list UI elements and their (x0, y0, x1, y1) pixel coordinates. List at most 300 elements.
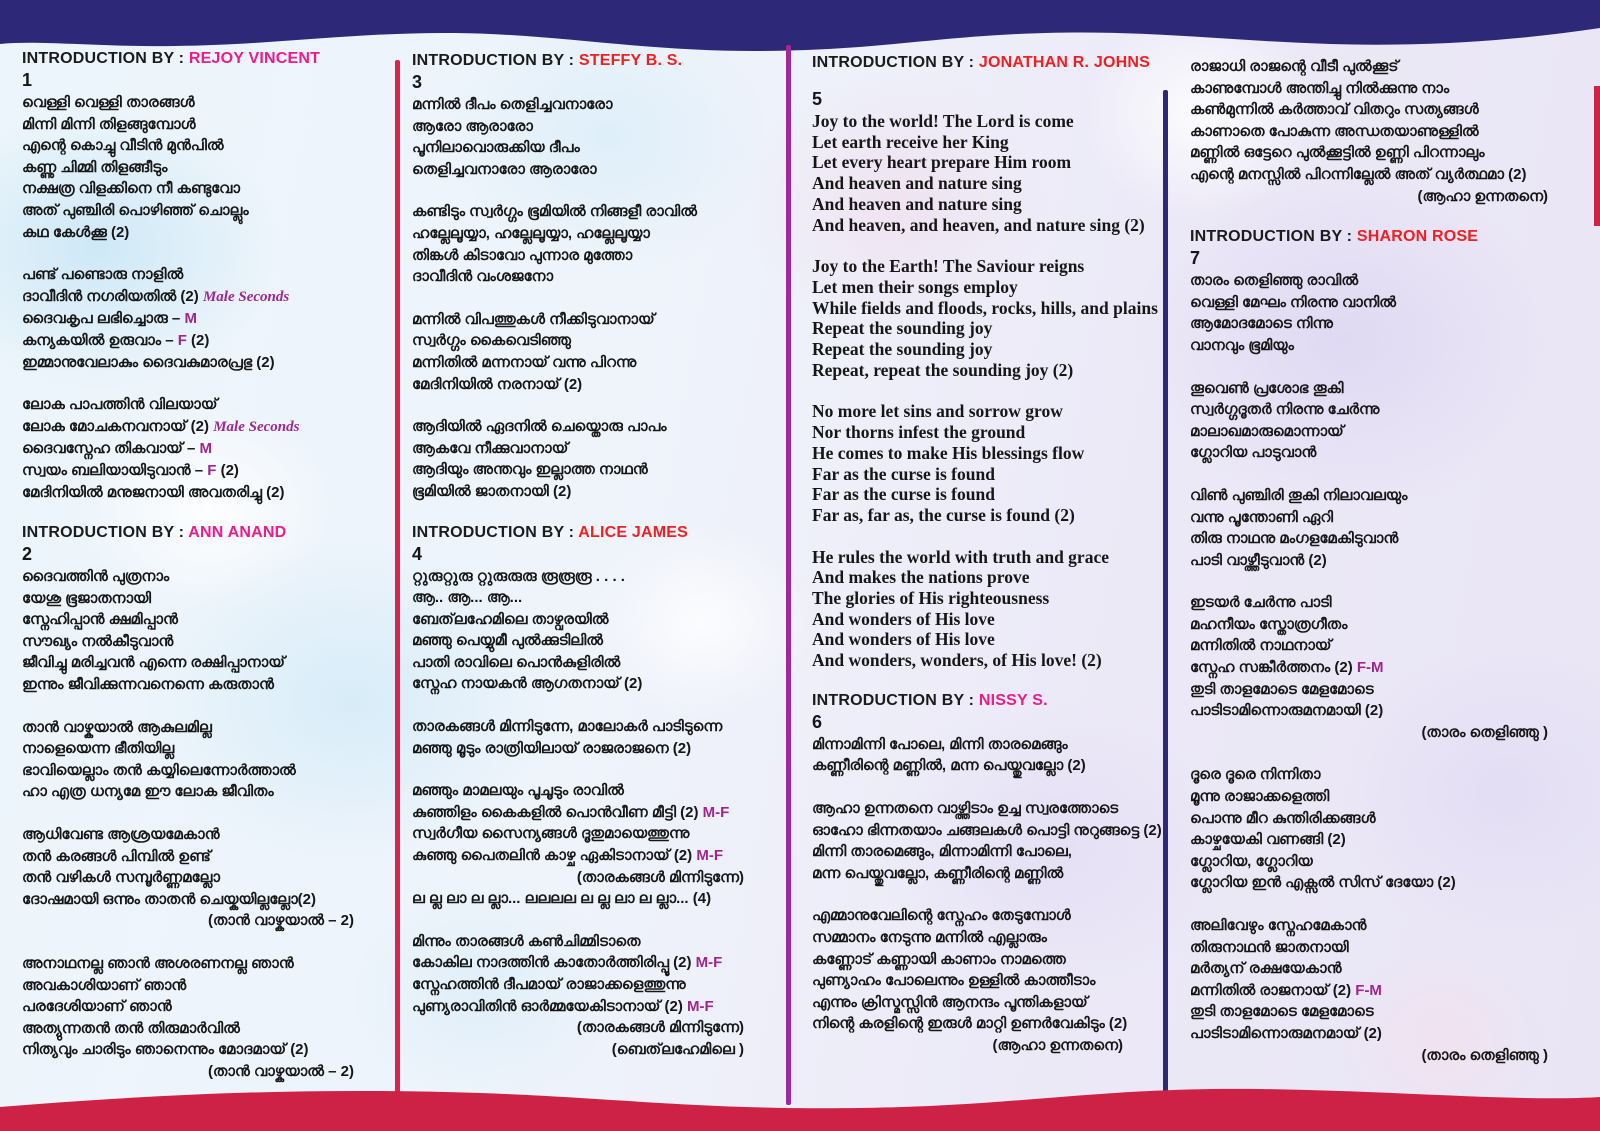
lyric-text: ലോക പാപത്തിൻ വിലയായ് (22, 396, 218, 414)
stanza (812, 798, 1162, 884)
lyric-line (1190, 270, 1582, 292)
voice-marker: M (184, 310, 197, 328)
lyric-text: വെള്ളി മേഘം നിരന്നു വാനിൽ (1190, 293, 1396, 311)
stanza (1190, 485, 1582, 571)
lyric-text: തിങ്കൾ കിടാവോ പുന്നാര മുത്തോ (412, 246, 633, 264)
lyric-text: കാണുമ്പോൾ അന്തിച്ചു നിൽക്കുന്നു നാം (1190, 79, 1450, 97)
lyric-text: മിന്നി മിന്നി തിളങ്ങുമ്പോൾ (22, 115, 196, 133)
lyric-text: സ്വർഗ്ഗം കൈവെടിഞ്ഞു (412, 332, 571, 350)
lyric-text: തൂവെൺ പ്രശോഭ തൂകി (1190, 379, 1344, 397)
lyric-text: (താരം തെളിഞ്ഞു ) (1421, 1046, 1548, 1064)
lyric-line (22, 222, 388, 244)
lyric-line (412, 309, 778, 331)
lyric-line (22, 92, 388, 114)
lyric-text: കാഴ്ചയേകി വണങ്ങി (2) (1190, 831, 1346, 849)
lyric-line (1190, 399, 1582, 421)
lyric-text: മേദിനിയിൽ നരനായ് (2) (412, 375, 583, 393)
lyric-line (812, 798, 1157, 820)
lyric-line (812, 1013, 1157, 1035)
lyric-text: Let every heart prepare Him room (812, 152, 1072, 173)
song-number: 2 (22, 544, 33, 565)
voice-marker: M-F (686, 997, 714, 1015)
lyric-text: And wonders of His love (812, 608, 995, 629)
lyric-text: Joy to the world! The Lord is come (812, 111, 1074, 131)
section-intro-header (22, 524, 388, 542)
lyrics-column-1 (22, 50, 388, 1104)
song-section (412, 524, 778, 1061)
lyric-text: മിന്നും താരങ്ങൾ കൺചിമ്മിടാതെ (412, 932, 641, 950)
lyric-text: ആമോദമോടെ നിന്നു (1190, 315, 1333, 333)
section-intro-header (812, 692, 1157, 710)
lyric-text: താൻ വാഴ്കയാൽ ആകുലമില്ല (22, 718, 212, 736)
lyric-text: മഹനീയം സ്തോത്രഗീതം (1190, 615, 1348, 633)
song-section (22, 50, 388, 503)
lyric-line (1190, 614, 1582, 636)
lyric-text: ഗ്ലോറിയ ഇൻ എക്സൽ സിസ് ദേയോ (2) (1190, 874, 1456, 892)
lyric-line (412, 673, 778, 695)
lyric-line (1190, 507, 1582, 529)
lyric-line (22, 460, 388, 482)
lyric-text: അത് പുഞ്ചിരി പൊഴിഞ്ഞ് ചൊല്ലും (22, 201, 249, 219)
lyric-line (812, 215, 1157, 236)
lyric-line (22, 264, 388, 286)
lyric-line (1190, 335, 1582, 357)
lyric-line (412, 330, 778, 352)
voice-marker: M (199, 440, 213, 458)
stanza (412, 566, 778, 696)
lyrics-column-2 (412, 52, 778, 1081)
lyric-text: ഗ്ലോറിയ പാടുവാൻ (1190, 444, 1317, 462)
lyric-text: വന്നു പൂന്തോണി ഏറി (1190, 508, 1333, 526)
lyric-line (812, 841, 1157, 863)
lyric-text: ല ല്ല ലാ ല ല്ലാ... ലലലല ല ല്ല ലാ ല ല്ലാ... (4) (412, 890, 712, 908)
lyric-line (812, 820, 1162, 842)
lyric-line (22, 352, 388, 374)
lyric-line (1190, 635, 1582, 657)
lyric-text: And heaven and nature sing (812, 193, 1022, 214)
lyric-line (812, 755, 1157, 777)
lyric-text: (2) (186, 331, 210, 349)
lyric-line (412, 716, 778, 738)
lyric-line (22, 200, 388, 222)
section-intro-header (412, 52, 778, 70)
lyric-text: മന്നിതിൽ മന്നനായ് വന്നു പിറന്നു (412, 353, 637, 371)
lyric-text: ദോഷമായി ഒന്നും താതൻ ചെയ്കയില്ലല്ലോ(2) (22, 890, 316, 908)
lyric-line (22, 482, 388, 504)
lyric-line (1190, 485, 1582, 507)
lyric-text: മന്നിതിൽ നാഥനായ് (1190, 637, 1332, 655)
lyric-text: സ്നേഹ സങ്കീർത്തനം (2) (1190, 659, 1357, 677)
lyric-text: പൂനിലാവൊരുക്കിയ ദീപം (412, 139, 580, 157)
lyric-text: സ്വർഗീയ സൈന്യങ്ങൾ ദൂതുമായെത്തുന്നു (412, 825, 690, 843)
lyric-line (812, 298, 1157, 319)
lyric-line (22, 846, 388, 868)
lyric-line (1190, 851, 1582, 873)
lyric-text: പുണ്യരാവിതിൻ ഓർമ്മയേകിടാനായ് (2) (412, 997, 687, 1015)
lyric-line (22, 416, 388, 439)
section-intro-header (812, 54, 1157, 72)
lyric-line (22, 674, 388, 696)
lyric-line (412, 630, 778, 652)
voice-marker: Male Seconds (202, 288, 290, 305)
lyric-text: The glories of His righteousness (812, 588, 1050, 609)
song-section (22, 524, 388, 1082)
lyric-line (1190, 872, 1582, 894)
stanza (22, 92, 388, 243)
lyric-text: ഭൂമിയിൽ ജാതനായി (2) (412, 482, 572, 500)
stanza (812, 547, 1157, 671)
song-section (1190, 228, 1582, 1066)
voice-marker: M-F (696, 847, 723, 865)
introducer-name: REJOY VINCENT (188, 50, 321, 67)
lyric-text: അവകാശിയാണ് ഞാൻ (22, 976, 187, 994)
lyric-line (22, 114, 388, 136)
lyric-line (812, 650, 1157, 671)
lyric-text: ദൈവകൃപ ലഭിച്ചൊരു – (22, 310, 185, 328)
lyric-line (22, 178, 388, 200)
lyric-line (812, 1035, 1157, 1057)
lyric-line (412, 201, 778, 223)
lyric-line (412, 352, 778, 374)
lyric-text: (ആഹാ ഉന്നതനെ) (1417, 187, 1548, 205)
lyric-line (812, 256, 1157, 277)
voice-marker: Male Seconds (213, 418, 300, 435)
lyric-text: പണ്ട് പണ്ടൊരു നാളിൽ (22, 266, 184, 284)
lyric-line (812, 547, 1157, 568)
lyric-text: മന്ന പെയ്തുവല്ലോ, കണ്ണീരിന്റെ മണ്ണിൽ (812, 864, 1064, 882)
lyric-line (812, 734, 1157, 756)
lyric-line (412, 459, 778, 481)
lyric-text: വിൺ പുഞ്ചിരി തൂകി നിലാവലയും (1190, 486, 1408, 504)
lyric-text: And wonders of His love (812, 629, 995, 650)
lyric-line (1190, 1045, 1582, 1067)
lyric-text: സ്വയം ബലിയായിടുവാൻ – (22, 461, 208, 479)
lyric-line (1190, 592, 1582, 614)
lyric-text: ഓഹോ ഭിന്നതയാം ചങ്ങലകൾ പൊട്ടി നുറുങ്ങട്ടെ (2) (812, 821, 1162, 839)
lyric-line (412, 845, 778, 867)
lyric-line (812, 629, 1157, 650)
lyric-text: Nor thorns infest the ground (812, 422, 1026, 443)
voice-marker: F (177, 331, 187, 349)
stanza (22, 824, 388, 932)
lyric-text: വാനവും ഭൂമിയും (1190, 336, 1294, 354)
lyric-text: മൂന്നു രാജാക്കളെത്തി (1190, 788, 1330, 806)
lyric-line (812, 318, 1157, 339)
lyric-text: ജീവിച്ചു മരിച്ചവൻ എന്നെ രക്ഷിപ്പാനായ് (22, 654, 285, 672)
lyric-line (1190, 786, 1582, 808)
lyric-text: ഇമ്മാനുവേലാകും ദൈവകുമാരപ്രഭു (2) (22, 353, 275, 371)
lyric-text: No more let sins and sorrow grow (812, 401, 1063, 422)
lyric-text: Joy to the Earth! The Saviour reigns (812, 256, 1085, 277)
lyric-line (1190, 679, 1582, 701)
lyric-line (22, 996, 388, 1018)
song-number: 4 (412, 543, 423, 564)
lyric-line (22, 330, 388, 352)
voice-marker: M-F (702, 803, 730, 821)
lyric-line (1190, 378, 1582, 400)
lyric-text: കന്യകയിൽ ഉരുവാം – (22, 331, 178, 349)
lyric-line (412, 823, 778, 845)
introducer-name: ANN ANAND (188, 524, 287, 542)
lyric-text: മഞ്ഞും മാമലയും പൂചൂടും രാവിൽ (412, 782, 624, 800)
lyric-text: പാതി രാവിലെ പൊൻകുളിരിൽ (412, 653, 621, 671)
lyric-text: Far as the curse is found (812, 484, 995, 505)
column-divider-1 (395, 60, 400, 1102)
stanza (1190, 915, 1582, 1066)
lyric-line (412, 374, 778, 396)
stanza (812, 401, 1157, 525)
lyric-text: വെള്ളി വെള്ളി താരങ്ങൾ (22, 94, 195, 111)
stanza (812, 256, 1157, 380)
lyric-line (1190, 980, 1582, 1002)
lyric-text: തിരു നാഥനു മംഗളമേകിടുവാൻ (1190, 530, 1399, 548)
lyric-line (812, 992, 1157, 1014)
lyric-line (812, 173, 1157, 194)
lyric-text: സമ്മാനം നേടുന്നു മന്നിൽ എല്ലാരും (812, 929, 1047, 947)
lyric-text: സ്വർഗ്ഗദൂതർ നിരന്നു ചേർന്നു (1190, 401, 1380, 419)
lyric-line (22, 566, 388, 588)
stanza (812, 111, 1157, 235)
lyric-line (412, 438, 778, 460)
lyric-text: (താരകങ്ങൾ മിന്നിടുന്നേ) (576, 1019, 744, 1037)
lyric-line (22, 394, 388, 416)
song-section (412, 52, 778, 503)
lyric-line (812, 111, 1157, 132)
lyric-line (1190, 56, 1582, 78)
lyric-text: താരകങ്ങൾ മിന്നിടുന്നേ, മാലോകർ പാടിടുന്നെ (412, 718, 723, 736)
song-number: 7 (1190, 248, 1201, 269)
lyric-text: Repeat the sounding joy (812, 318, 993, 339)
lyric-text: മഞ്ഞു മൂടും രാത്രിയിലായ് രാജരാജനെ (2) (412, 739, 692, 757)
lyric-text: (ആഹാ ഉന്നതനെ) (992, 1037, 1123, 1054)
lyric-line (412, 266, 778, 288)
lyric-text: ദാവീദിൻ വംശജനോ (412, 268, 554, 286)
lyric-text: Far as the curse is found (812, 463, 995, 484)
stanza (412, 416, 778, 502)
lyric-line (1190, 442, 1582, 464)
column-divider-3 (1163, 90, 1168, 1105)
lyric-text: (2) (216, 461, 239, 479)
lyric-line (22, 588, 388, 610)
lyric-text: കൺമുന്നിൽ കർത്താവ് വിതറും സത്യങ്ങൾ (1190, 101, 1479, 119)
lyric-line (812, 152, 1157, 173)
lyric-line (22, 1039, 388, 1061)
lyric-line (22, 652, 388, 674)
lyric-text: ആദിയും അന്തവും ഇല്ലാത്ത നാഥൻ (412, 461, 648, 479)
lyric-text: And makes the nations prove (812, 567, 1030, 588)
lyric-line (22, 135, 388, 157)
lyric-line (412, 609, 778, 631)
stanza (22, 264, 388, 373)
introducer-name: ALICE JAMES (578, 523, 689, 541)
lyric-text: തൻ കരങ്ങൾ പിമ്പിൽ ഉണ്ട് (22, 847, 211, 865)
lyric-text: കണ്ണോട് കണ്ണായി കാണാം നാമത്തെ (812, 950, 1066, 968)
stanza (1190, 592, 1582, 743)
lyric-line (412, 1017, 778, 1039)
lyric-line (22, 438, 388, 460)
lyric-line (412, 867, 778, 889)
song-section (812, 54, 1157, 671)
lyric-text: മർത്യന് രക്ഷയേകാൻ (1190, 960, 1342, 978)
lyric-text: While fields and floods, rocks, hills, and plains (812, 297, 1158, 318)
lyric-text: മിന്നി താരമെങ്ങും, മിന്നാമിന്നി പോലെ, (812, 843, 1072, 861)
lyric-text: തെളിച്ചവനാരോ ആരാരോ (412, 160, 597, 178)
lyric-line (1190, 808, 1582, 830)
stanza (22, 953, 388, 1083)
lyric-text: യേശു ഭൂജാതനായി (22, 589, 152, 607)
intro-label: INTRODUCTION BY : (812, 54, 979, 71)
stanza (812, 734, 1157, 777)
intro-label: INTRODUCTION BY : (412, 523, 579, 541)
introducer-name: JONATHAN R. JOHNS (978, 54, 1150, 71)
lyric-text: മിന്നാമിന്നി പോലെ, മിന്നി താരമെങ്ങും (812, 735, 1068, 753)
stanza (412, 201, 778, 287)
lyric-line (812, 401, 1157, 422)
lyric-text: മണ്ണിൽ ഒട്ടേറെ പുൽക്കൂട്ടിൽ ഉണ്ണി പിറന്നാലും (1190, 144, 1485, 162)
lyric-text: അനാഥനല്ല ഞാൻ അശരണനല്ല ഞാൻ (22, 955, 294, 972)
intro-label: INTRODUCTION BY : (22, 524, 189, 542)
intro-label: INTRODUCTION BY : (412, 52, 579, 69)
section-intro-header (412, 524, 778, 542)
bottom-wave-band (0, 1075, 1600, 1131)
lyric-line (812, 132, 1157, 153)
lyric-text: എമ്മാനുവേലിന്റെ സ്നേഹം തേടുമ്പോൾ (812, 907, 1071, 925)
song-section (1190, 56, 1582, 207)
lyric-text: കഥ കേൾക്കൂ (2) (22, 223, 130, 241)
lyric-text: എന്നും ക്രിസ്മസ്സിൻ ആനന്ദം പൂന്തികളായ് (812, 993, 1088, 1011)
lyric-text: കണ്ണു ചിമ്മി തിളങ്ങീടും (22, 158, 168, 176)
lyric-line (812, 970, 1157, 992)
lyric-line (22, 910, 388, 932)
lyric-text: നിത്യവും ചാരിടും ഞാനെന്നും മോദമായ് (2) (22, 1041, 309, 1059)
lyric-line (1190, 958, 1582, 980)
lyric-line (812, 927, 1157, 949)
stanza (412, 309, 778, 395)
lyric-line (812, 360, 1157, 381)
lyric-line (1190, 121, 1582, 143)
introducer-name: SHARON ROSE (1356, 228, 1479, 246)
lyric-text: പാടിടാമിന്നൊരുമനമായി (2) (1190, 702, 1384, 720)
stanza (22, 717, 388, 803)
lyric-line (812, 567, 1157, 588)
lyric-line (1190, 78, 1582, 100)
lyric-text: Far as, far as, the curse is found (2) (812, 504, 1075, 525)
lyric-text: ദൈവത്തിൻ പുത്രനാം (22, 568, 170, 586)
lyric-line (1190, 829, 1582, 851)
lyric-line (1190, 722, 1582, 744)
lyric-text: Let earth receive her King (812, 131, 1009, 152)
lyric-text: Let men their songs employ (812, 276, 1018, 297)
lyric-text: He rules the world with truth and grace (812, 546, 1109, 567)
lyric-line (22, 286, 388, 309)
lyric-line (22, 889, 388, 911)
lyric-text: മഞ്ഞു പെയ്യുമീ പുൽക്കുടിലിൽ (412, 632, 604, 650)
lyric-line (812, 277, 1157, 298)
lyric-line (412, 245, 778, 267)
lyric-text: പുണ്യാഹം പോലെന്നും ഉള്ളിൽ കാത്തീടാം (812, 972, 1096, 990)
lyric-text: നിന്റെ കരളിന്റെ ഇരുൾ മാറ്റി ഉണർവേകിടും (2) (812, 1015, 1128, 1033)
lyric-line (412, 738, 778, 760)
lyric-text: പരദേശിയാണ് ഞാൻ (22, 998, 172, 1016)
lyric-line (22, 308, 388, 330)
lyric-text: എന്റെ കൊച്ചു വീടിൻ മുൻപിൽ (22, 137, 224, 155)
lyric-text: ഭാവിയെല്ലാം തൻ കയ്യിലെന്നോർത്താൽ (22, 761, 296, 779)
lyric-text: കണ്ണീരിന്റെ മണ്ണിൽ, മന്ന പെയ്തുവല്ലോ (2) (812, 757, 1086, 775)
lyric-line (1190, 764, 1582, 786)
lyric-line (22, 609, 388, 631)
lyric-line (812, 905, 1157, 927)
lyric-line (1190, 186, 1582, 208)
lyric-line (1190, 915, 1582, 937)
lyric-text: നക്ഷത്ര വിളക്കിനെ നീ കണ്ടുവോ (22, 180, 240, 198)
lyric-line (1190, 99, 1582, 121)
lyric-text: കാണാതെ പോകുന്ന അന്ധതയാണുള്ളിൽ (1190, 122, 1479, 140)
voice-marker: M-F (695, 954, 723, 972)
voice-marker: F-M (1355, 981, 1382, 999)
lyric-text: ആകവേ നീക്കുവാനായ് (412, 439, 569, 457)
lyric-text: ലോക മോചകനവനായ് (2) (22, 417, 214, 435)
lyric-text: ഹല്ലേലൂയ്യാ, ഹല്ലേലൂയ്യാ, ഹല്ലേലൂയ്യാ (412, 224, 650, 242)
lyric-line (812, 588, 1157, 609)
lyric-text: അലിവേഴും സ്നേഹമേകാൻ (1190, 917, 1367, 934)
lyric-text: മന്നിൽ വിപത്തുകൾ നീക്കിടുവാനായ് (412, 310, 655, 328)
stanza (412, 94, 778, 180)
lyric-text: പാടിടാമിന്നൊരുമനമായ് (2) (1190, 1024, 1382, 1042)
lyric-text: നാളെയെന്ന ഭീതിയില്ല (22, 740, 175, 758)
lyric-text: ദാവീദിൻ നഗരിയതിൽ (2) (22, 287, 203, 305)
lyric-line (412, 137, 778, 159)
lyric-text: Repeat, repeat the sounding joy (2) (812, 359, 1074, 380)
lyric-text: ആ.. ആ... ആ... (412, 589, 523, 607)
lyric-text: തിരുനാഥൻ ജാതനായി (1190, 938, 1349, 956)
song-number: 1 (22, 70, 33, 90)
stanza (412, 716, 778, 759)
lyric-text: (താൻ വാഴ്കയാൽ – 2) (208, 912, 354, 930)
lyric-line (812, 339, 1157, 360)
lyric-text: മാലാഖമാരുമൊന്നായ് (1190, 422, 1344, 440)
lyric-line (1190, 313, 1582, 335)
lyrics-column-3 (812, 54, 1162, 1078)
lyric-text: (താരം തെളിഞ്ഞു ) (1421, 723, 1548, 741)
song-number: 6 (812, 711, 823, 732)
lyric-text: തുടി താളമോടെ മേളമോടെ (1190, 1003, 1374, 1021)
lyric-line (412, 888, 778, 910)
stanza (1190, 378, 1582, 464)
lyric-text: സ്നേഹ നായകൻ ആഗതനായ് (2) (412, 675, 643, 693)
lyric-line (812, 505, 1157, 526)
lyric-text: തുടി താളമോടെ മേളമോടെ (1190, 680, 1374, 698)
lyric-text: And heaven and nature sing (812, 173, 1022, 194)
stanza (412, 931, 778, 1061)
lyric-line (22, 824, 388, 846)
lyric-line (1190, 421, 1582, 443)
lyric-text: അത്യുന്നതൻ തൻ തിരുമാർവിൽ (22, 1019, 240, 1037)
lyric-line (412, 652, 778, 674)
lyric-text: പൊന്നു മീറ കുന്തിരിക്കങ്ങൾ (1190, 809, 1376, 827)
lyric-line (412, 996, 778, 1018)
lyric-line (412, 116, 778, 138)
lyric-text: He comes to make His blessings flow (812, 442, 1085, 463)
lyric-line (22, 867, 388, 889)
lyric-text: (ബെത്‌ലഹേമിലെ ) (611, 1040, 744, 1058)
voice-marker: F (207, 461, 217, 479)
lyric-text: സൗഖ്യം നൽകീടുവാൻ (22, 632, 174, 650)
lyric-text: കുഞ്ഞിളം കൈകളിൽ പൊൻവീണ മീട്ടി (2) (412, 803, 703, 821)
lyric-line (412, 94, 778, 116)
lyric-line (1190, 292, 1582, 314)
lyric-line (812, 949, 1157, 971)
introducer-name: STEFFY B. S. (578, 52, 683, 69)
